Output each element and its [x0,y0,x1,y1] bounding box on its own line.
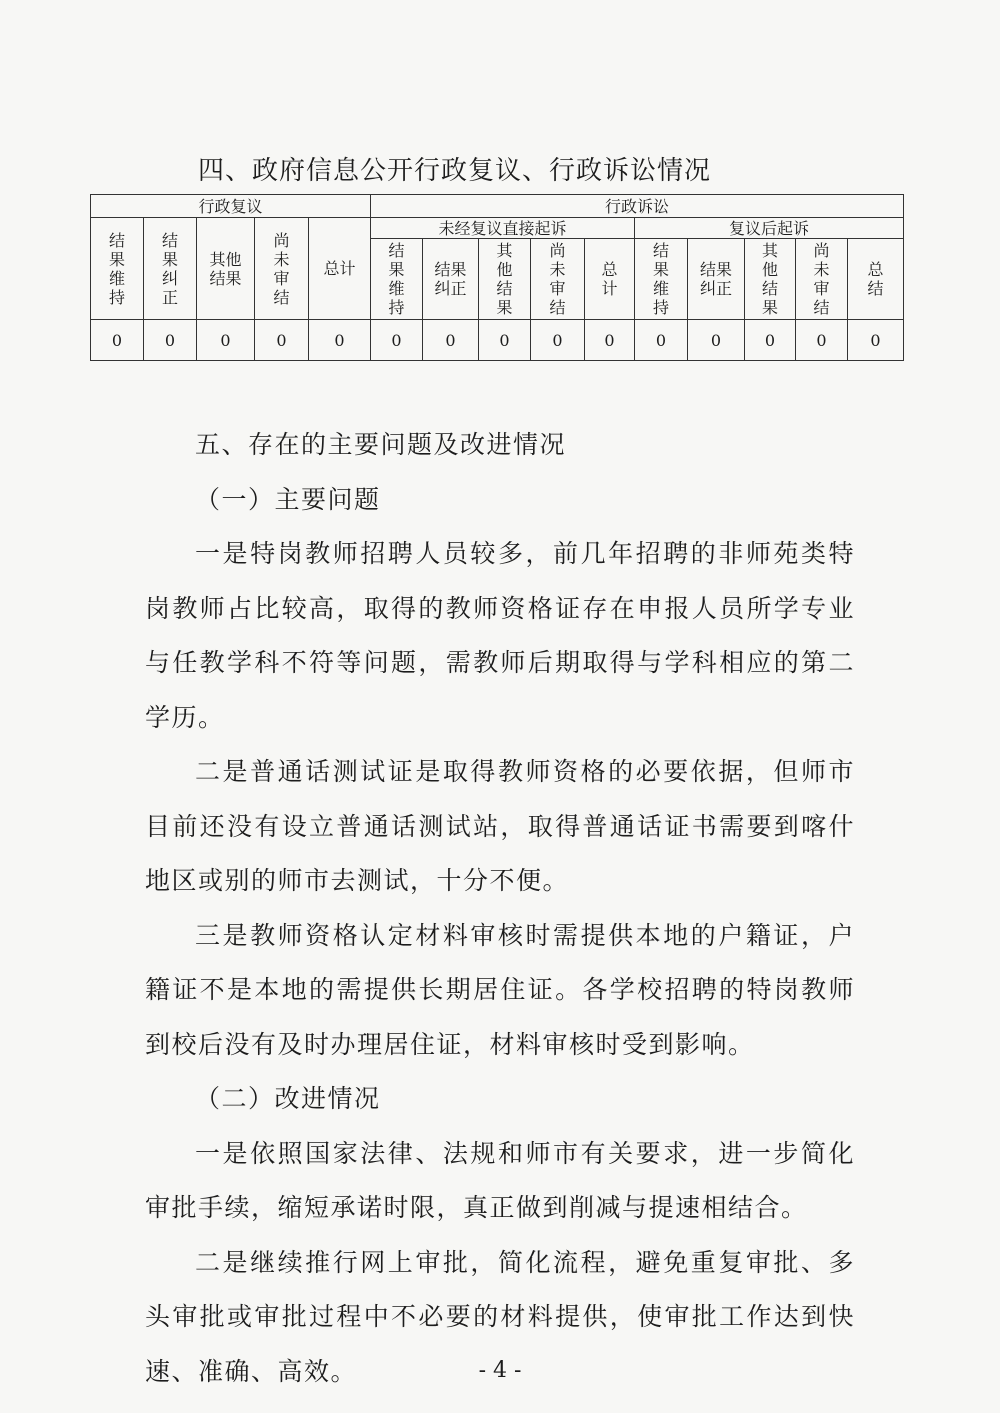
header-suit-after-review: 复议后起诉 [635,218,904,239]
review-header-4: 尚未审结 [255,218,309,320]
value-cell: 0 [255,320,309,361]
header-admin-review: 行政复议 [91,195,371,218]
review-header-2: 结果纠正 [144,218,197,320]
value-cell: 0 [848,320,904,361]
value-cell: 0 [423,320,479,361]
value-cell: 0 [745,320,796,361]
page-number: - 4 - [478,1358,522,1383]
table-row [91,320,904,361]
value-cell: 0 [585,320,635,361]
value-cell: 0 [688,320,745,361]
improvement-paragraph-1: 一是依照国家法律、法规和师市有关要求，进一步简化审批手续，缩短承诺时限，真正做到削减与提速相结合。 [145,1138,855,1222]
direct-header-5: 总计 [585,239,635,320]
problem-paragraph-3: 三是教师资格认定材料审核时需提供本地的户籍证，户籍证不是本地的需提供长期居住证。各学校招聘的特岗教师到校后没有及时办理居住证，材料审核时受到影响。 [145,920,855,1059]
review-litigation-table [90,194,904,361]
direct-header-2: 结果纠正 [423,239,479,320]
value-cell: 0 [197,320,255,361]
after-header-5: 总结 [848,239,904,320]
section-5-title: 五、存在的主要问题及改进情况 [195,430,567,459]
header-direct-suit: 未经复议直接起诉 [371,218,635,239]
direct-header-4: 尚未审结 [531,239,585,320]
review-header-3: 其他结果 [197,218,255,320]
section-4-title: 四、政府信息公开行政复议、行政诉讼情况 [198,156,712,186]
value-cell: 0 [91,320,144,361]
subsection-problems-title: （一）主要问题 [195,484,381,514]
value-cell: 0 [531,320,585,361]
after-header-2: 结果纠正 [688,239,745,320]
improvement-paragraph-2: 二是继续推行网上审批，简化流程，避免重复审批、多头审批或审批过程中不必要的材料提供，使审批工作达到快速、准确、高效。 [145,1247,855,1386]
value-cell: 0 [635,320,688,361]
review-header-5: 总计 [309,218,371,320]
value-cell: 0 [479,320,531,361]
problem-paragraph-1: 一是特岗教师招聘人员较多，前几年招聘的非师苑类特岗教师占比较高，取得的教师资格证存在申报人员所学专业与任教学科不符等问题，需教师后期取得与学科相应的第二学历。 [145,539,855,732]
after-header-1: 结果维持 [635,239,688,320]
value-cell: 0 [309,320,371,361]
value-cell: 0 [144,320,197,361]
direct-header-3: 其他结果 [479,239,531,320]
header-admin-litigation: 行政诉讼 [371,195,904,218]
subsection-improvements-title: （二）改进情况 [195,1084,381,1113]
direct-header-1: 结果维持 [371,239,423,320]
value-cell: 0 [371,320,423,361]
section-5 [145,418,855,1399]
after-header-4: 尚未审结 [796,239,848,320]
problem-paragraph-2: 二是普通话测试证是取得教师资格的必要依据，但师市目前还没有设立普通话测试站，取得普通话证书需要到喀什地区或别的师市去测试，十分不便。 [145,757,855,895]
after-header-3: 其他结果 [745,239,796,320]
review-header-1: 结果维持 [91,218,144,320]
value-cell: 0 [796,320,848,361]
